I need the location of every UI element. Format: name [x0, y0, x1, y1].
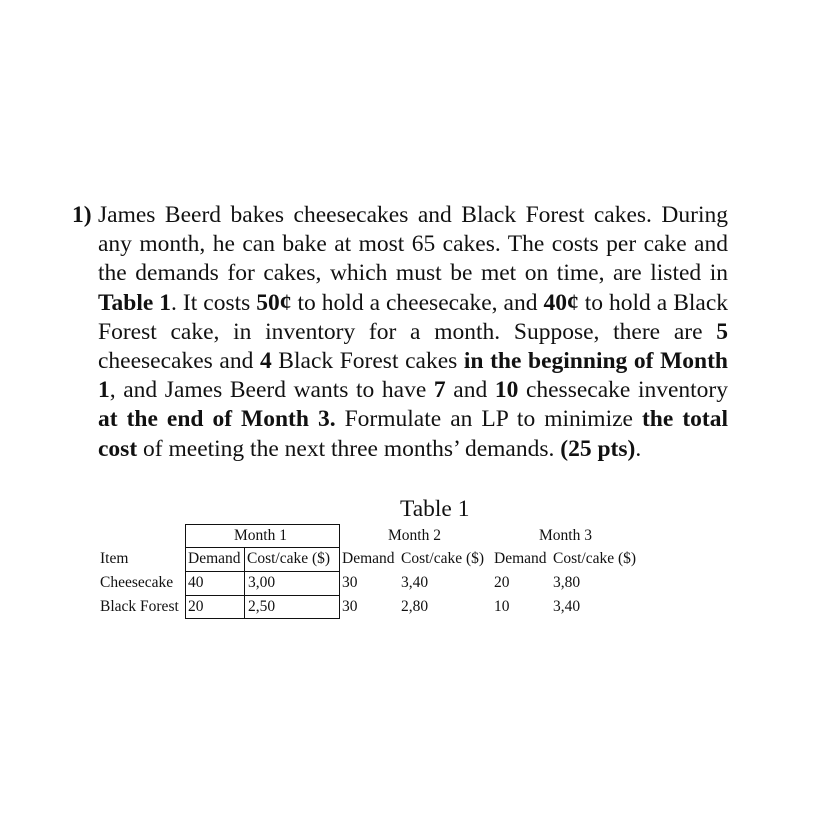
problem-text-bold-run: 5 — [716, 318, 728, 345]
problem-text-run: cheesecakes and — [98, 348, 260, 375]
problem-text — [98, 201, 728, 464]
sub-header-cost-m1: Cost/cake ($) — [247, 550, 331, 567]
problem-text-bold-run: 7 — [433, 377, 446, 404]
cell-r2-m3-demand: 10 — [494, 598, 510, 615]
problem-text-bold-run: 50¢ — [256, 289, 292, 316]
problem-text-bold-run: Table 1 — [98, 289, 172, 316]
problem-text-run: . It costs — [171, 289, 257, 316]
problem-text-bold-run: 10 — [494, 377, 519, 404]
month1-col-divider — [244, 547, 245, 619]
sub-header-cost-m3: Cost/cake ($) — [553, 550, 637, 567]
item-header: Item — [100, 550, 129, 567]
sub-header-demand-m1: Demand — [188, 550, 241, 567]
problem-text-bold-run: at the end of Month 3. — [98, 406, 336, 433]
sub-header-demand-m2: Demand — [342, 550, 395, 567]
problem-text-run: James Beerd bakes cheesecakes and Black Forest cakes. During any month, he can bake at most 65 cakes. The costs per cake and the demands for cakes, which must be met on time, are listed in — [98, 202, 728, 287]
cell-r1-m1-cost: 3,00 — [248, 574, 276, 591]
problem-text-run: Black Forest cakes — [271, 348, 464, 375]
cell-r2-m1-demand: 20 — [188, 598, 204, 615]
month-header-3: Month 3 — [539, 527, 592, 544]
problem-text-bold-run: 4 — [259, 348, 272, 375]
problem-text-run: Formulate an LP to minimize — [335, 406, 642, 433]
row-item-black-forest: Black Forest — [100, 598, 179, 615]
row2-rule — [185, 595, 340, 596]
problem-text-bold-run: the total cost — [98, 406, 728, 462]
cell-r2-m3-cost: 3,40 — [553, 598, 581, 615]
problem-text-run: chessecake inventory — [518, 377, 729, 404]
month-header-2: Month 2 — [388, 527, 441, 544]
month1-header-rule — [185, 547, 340, 548]
table-caption: Table 1 — [400, 496, 470, 522]
problem-text-bold-run: (25 pts) — [560, 435, 636, 462]
problem-number: 1) — [72, 202, 92, 228]
row1-rule — [185, 571, 340, 572]
problem-text-run: , and James Beerd wants to have — [109, 377, 434, 404]
cell-r1-m1-demand: 40 — [188, 574, 204, 591]
cell-r1-m2-cost: 3,40 — [401, 574, 429, 591]
problem-text-run: to hold a Black Forest cake, in inventory for a month. Suppose, there are — [98, 289, 729, 345]
cell-r1-m2-demand: 30 — [342, 574, 358, 591]
cell-r1-m3-cost: 3,80 — [553, 574, 581, 591]
sub-header-demand-m3: Demand — [494, 550, 547, 567]
month-header-1: Month 1 — [234, 527, 287, 544]
problem-statement — [72, 201, 728, 464]
problem-text-run: to hold a cheesecake, and — [291, 289, 544, 316]
problem-text-bold-run: in the beginning of Month 1 — [98, 348, 728, 404]
problem-text-run: . — [635, 435, 642, 462]
problem-text-run: and — [445, 377, 495, 404]
problem-text-run: of meeting the next three months’ demands. — [137, 435, 561, 462]
cell-r2-m2-demand: 30 — [342, 598, 358, 615]
cell-r2-m2-cost: 2,80 — [401, 598, 429, 615]
cell-r1-m3-demand: 20 — [494, 574, 510, 591]
sub-header-cost-m2: Cost/cake ($) — [401, 550, 485, 567]
cell-r2-m1-cost: 2,50 — [248, 598, 276, 615]
problem-text-bold-run: 40¢ — [543, 289, 579, 316]
row-item-cheesecake: Cheesecake — [100, 574, 174, 591]
